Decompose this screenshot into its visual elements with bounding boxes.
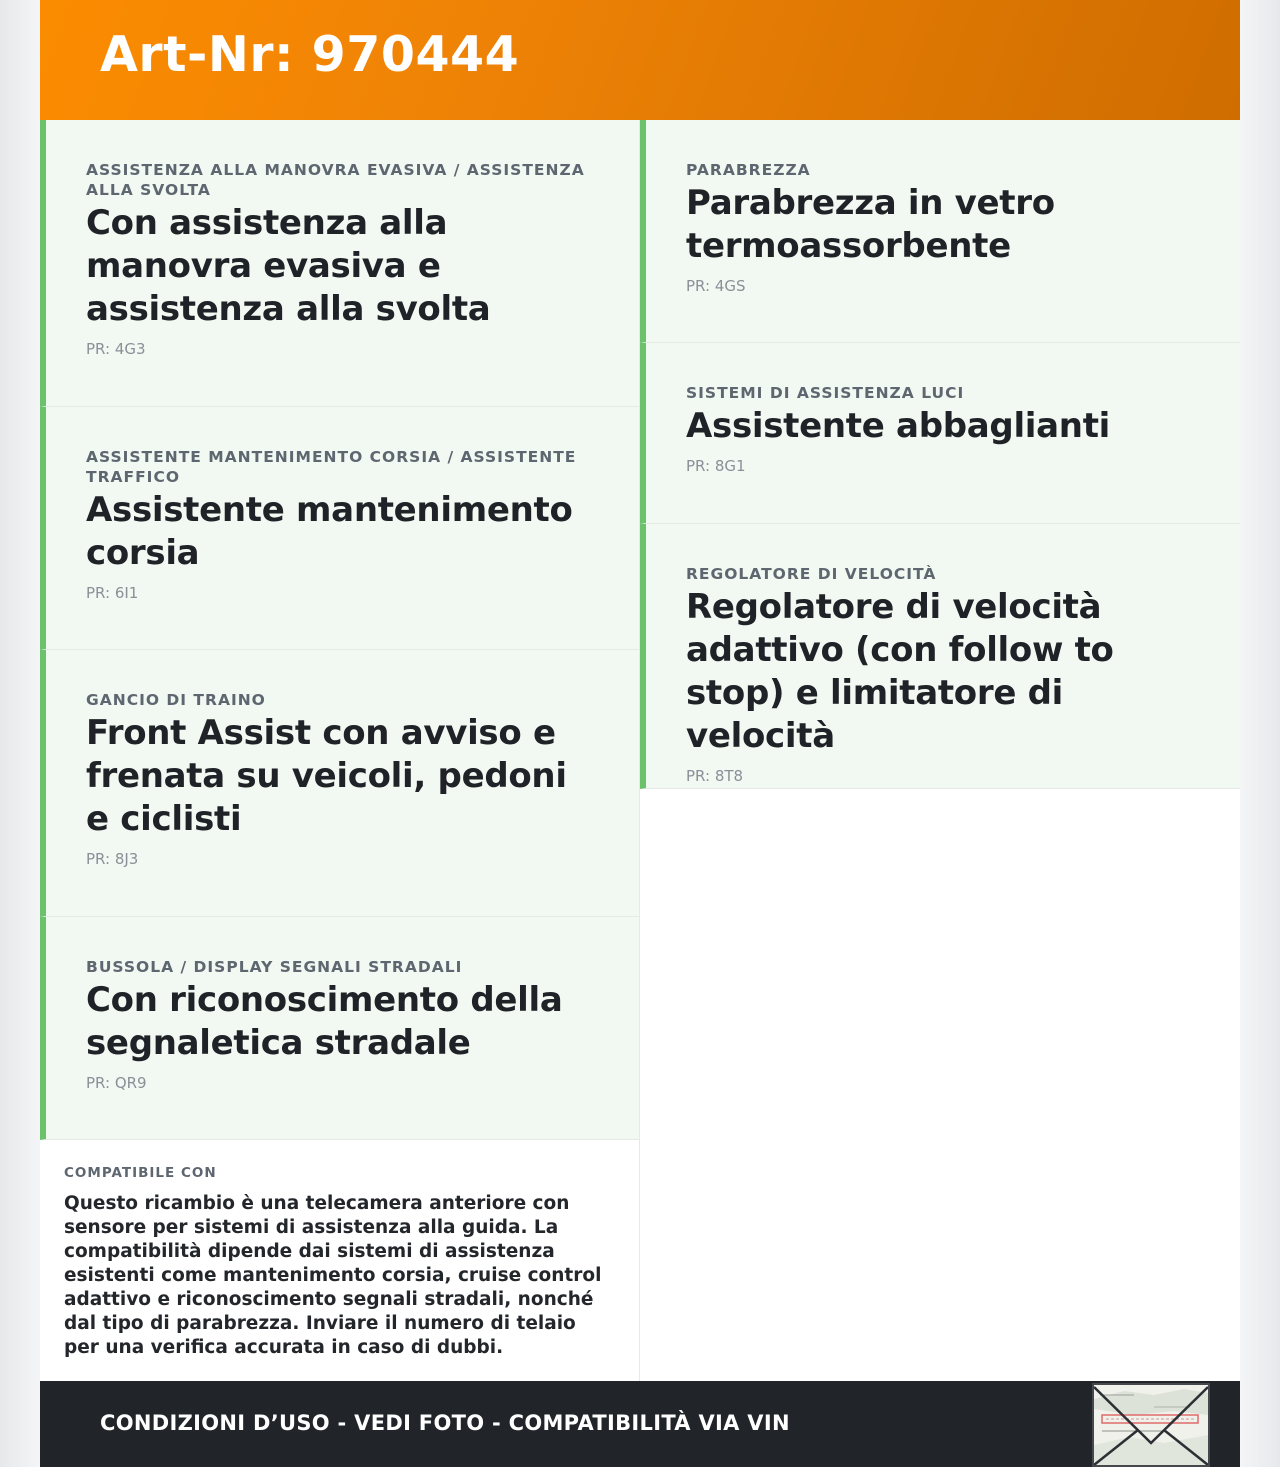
feature-pr-code: PR: 8J3 [86, 850, 139, 868]
feature-category: PARABREZZA [686, 161, 811, 179]
compatibility-section [40, 1140, 640, 1381]
feature-category: ASSISTENZA ALLA MANOVRA EVASIVA / ASSISTENZA ALLA SVOLTA [86, 161, 585, 199]
feature-pr-code: PR: 8G1 [686, 457, 746, 475]
feature-pr-code: PR: QR9 [86, 1074, 147, 1092]
feature-card [40, 407, 640, 650]
right-card-column [640, 120, 1240, 789]
feature-pr-code: PR: 8T8 [686, 767, 744, 785]
compatibility-description: Questo ricambio è una telecamera anteriore con sensore per sistemi di assistenza alla guida. La compatibilità dipende dai sistemi di assistenza esistenti come mantenimento corsia, cruise control adattivo e riconoscimento segnali stradali, nonché dal tipo di parabrezza. Inviare il numero di telaio per una verifica accurata in caso di dubbi. [64, 1193, 602, 1358]
feature-title: Assistente abbaglianti [686, 406, 1111, 446]
feature-title: Front Assist con avviso e frenata su veicoli, pedoni e ciclisti [86, 713, 567, 839]
feature-category: ASSISTENTE MANTENIMENTO CORSIA / ASSISTENTE TRAFFICO [86, 448, 577, 486]
feature-card [640, 120, 1240, 343]
feature-title: Parabrezza in vetro termoassorbente [686, 183, 1055, 266]
feature-title: Assistente mantenimento corsia [86, 490, 573, 573]
feature-card [40, 650, 640, 917]
feature-card [640, 343, 1240, 524]
feature-title: Regolatore di velocità adattivo (con follow to stop) e limitatore di velocità [686, 587, 1114, 756]
feature-pr-code: PR: 4GS [686, 277, 746, 295]
compatibility-label: COMPATIBILE CON [64, 1165, 217, 1181]
page-container [40, 0, 1240, 1467]
header-bar [40, 0, 1240, 120]
feature-category: REGOLATORE DI VELOCITÀ [686, 565, 937, 583]
feature-card [40, 120, 640, 407]
feature-category: BUSSOLA / DISPLAY SEGNALI STRADALI [86, 958, 463, 976]
envelope-document-graphic [1094, 1385, 1208, 1465]
feature-category: SISTEMI DI ASSISTENZA LUCI [686, 384, 965, 402]
feature-pr-code: PR: 6I1 [86, 584, 139, 602]
feature-card [640, 524, 1240, 789]
footer-links-text[interactable]: CONDIZIONI D’USO - VEDI FOTO - COMPATIBILITÀ VIA VIN [100, 1411, 790, 1435]
feature-pr-code: PR: 4G3 [86, 340, 146, 358]
envelope-document-icon[interactable] [1092, 1383, 1210, 1467]
article-number-title: Art-Nr: 970444 [100, 26, 520, 83]
footer-bar [40, 1381, 1240, 1467]
feature-title: Con assistenza alla manovra evasiva e assistenza alla svolta [86, 203, 491, 329]
feature-card [40, 917, 640, 1140]
feature-category: GANCIO DI TRAINO [86, 691, 266, 709]
feature-title: Con riconoscimento della segnaletica stradale [86, 980, 563, 1063]
left-card-column [40, 120, 640, 1140]
